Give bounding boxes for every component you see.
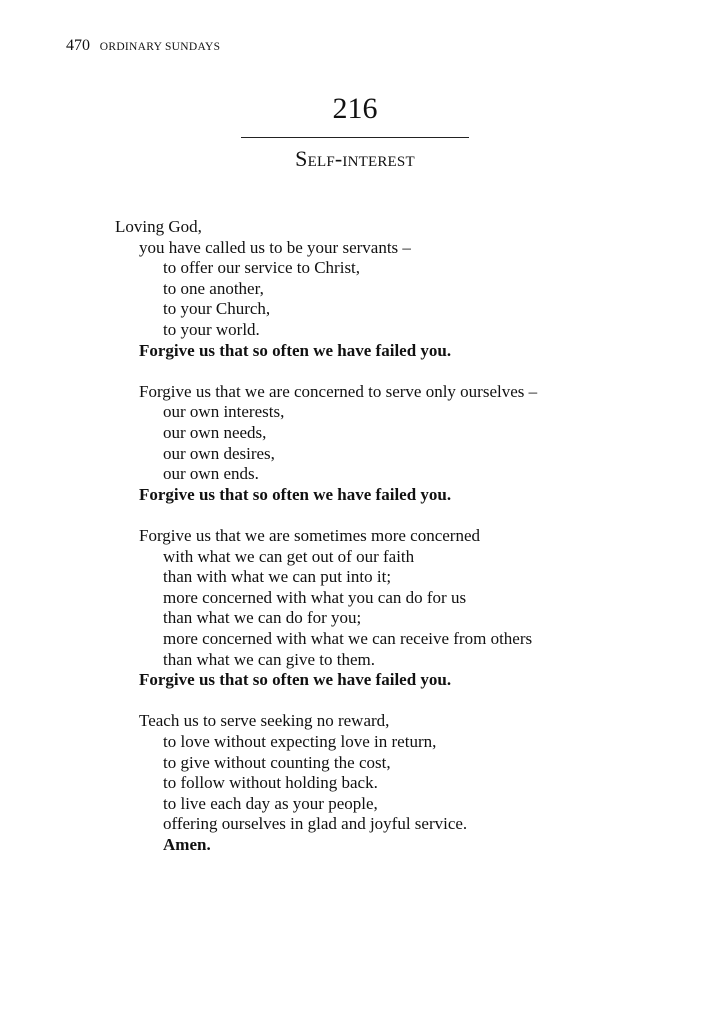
prayer-line: our own needs,: [163, 423, 267, 442]
response-line: Forgive us that so often we have failed you.: [139, 484, 452, 504]
prayer-line: Teach us to serve seeking no reward,: [139, 711, 390, 731]
prayer-line: with what we can get out of our faith: [163, 546, 415, 566]
prayer-line: our own ends.: [163, 464, 259, 484]
running-head: [66, 37, 220, 55]
prayer-line: than what we can do for you;: [163, 608, 362, 628]
prayer-line: to offer our service to Christ,: [163, 258, 361, 278]
prayer-line: to follow without holding back.: [163, 773, 378, 793]
prayer-line: than what we can give to them.: [163, 649, 375, 669]
prayer-line: you have called us to be your servants –: [139, 237, 411, 257]
prayer-line: Forgive us that we are concerned to serve only ourselves –: [139, 381, 538, 401]
prayer-line: our own interests,: [163, 402, 285, 422]
section-title: ORDINARY SUNDAYS: [99, 41, 221, 53]
response-line: Forgive us that so often we have failed you.: [139, 670, 452, 690]
prayer-line: to give without counting the cost,: [163, 752, 391, 772]
prayer-line: to your world.: [163, 320, 260, 339]
prayer-line: Forgive us that we are sometimes more concerned: [139, 526, 480, 545]
prayer-line: our own desires,: [163, 443, 275, 463]
prayer-line: more concerned with what you can do for us: [163, 587, 467, 607]
prayer-line: more concerned with what we can receive from others: [163, 629, 533, 648]
prayer-line: to your Church,: [163, 299, 271, 319]
response-line: Amen.: [163, 835, 211, 854]
title-rule: [241, 137, 469, 138]
prayer-line: to love without expecting love in return,: [163, 732, 437, 751]
prayer-line: to one another,: [163, 278, 264, 298]
prayer-line: Loving God,: [115, 217, 202, 236]
prayer-title: Self-interest: [295, 146, 415, 171]
page-number: 470: [66, 37, 90, 54]
response-line: Forgive us that so often we have failed you.: [139, 340, 452, 360]
prayer-line: offering ourselves in glad and joyful service.: [163, 814, 468, 834]
prayer-line: than with what we can put into it;: [163, 567, 392, 587]
prayer-number: 216: [332, 92, 378, 125]
prayer-line: to live each day as your people,: [163, 793, 378, 813]
